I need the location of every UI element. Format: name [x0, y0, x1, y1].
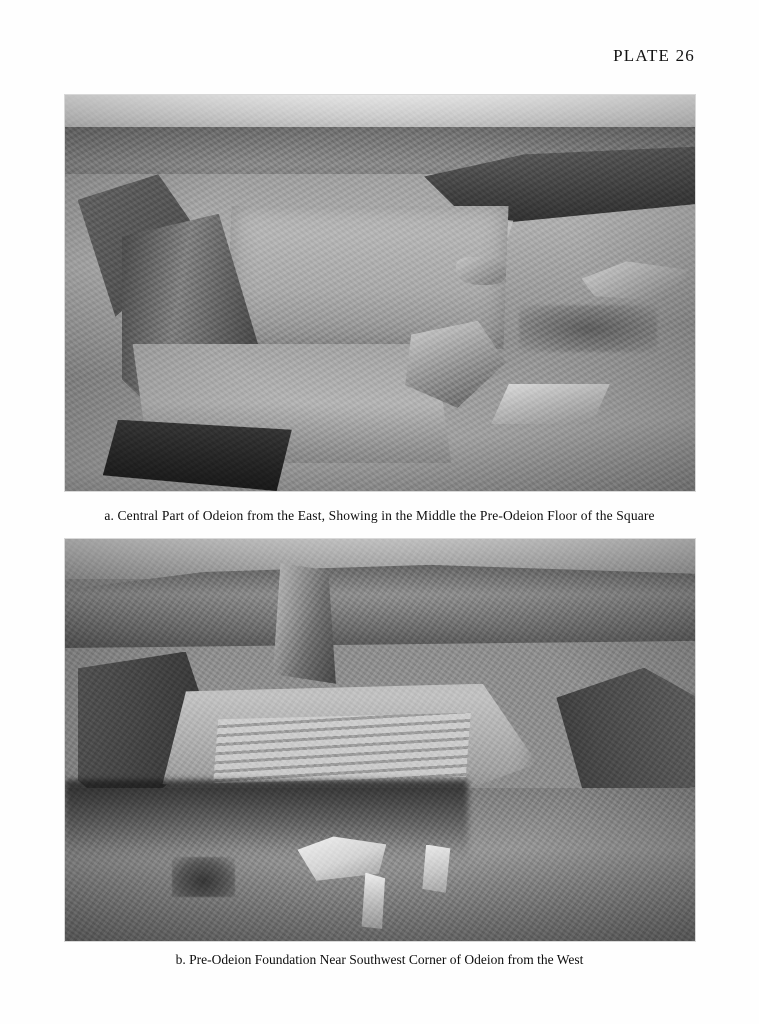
photo-a-vignette	[65, 95, 695, 491]
figure-a-caption	[0, 508, 759, 524]
figure-b-caption-text: b. Pre-Odeion Foundation Near Southwest Corner of Odeion from the West	[175, 952, 584, 967]
figure-b-photograph	[64, 538, 696, 942]
photo-b-vignette	[65, 539, 695, 941]
figure-a	[64, 94, 696, 492]
figure-a-photograph	[64, 94, 696, 492]
figure-a-caption-text: a. Central Part of Odeion from the East, Showing in the Middle the Pre-Odeion Floor of the Square	[104, 508, 655, 523]
figure-b	[64, 538, 696, 942]
plate-number-label: PLATE 26	[613, 46, 695, 65]
figure-b-caption	[0, 952, 759, 968]
